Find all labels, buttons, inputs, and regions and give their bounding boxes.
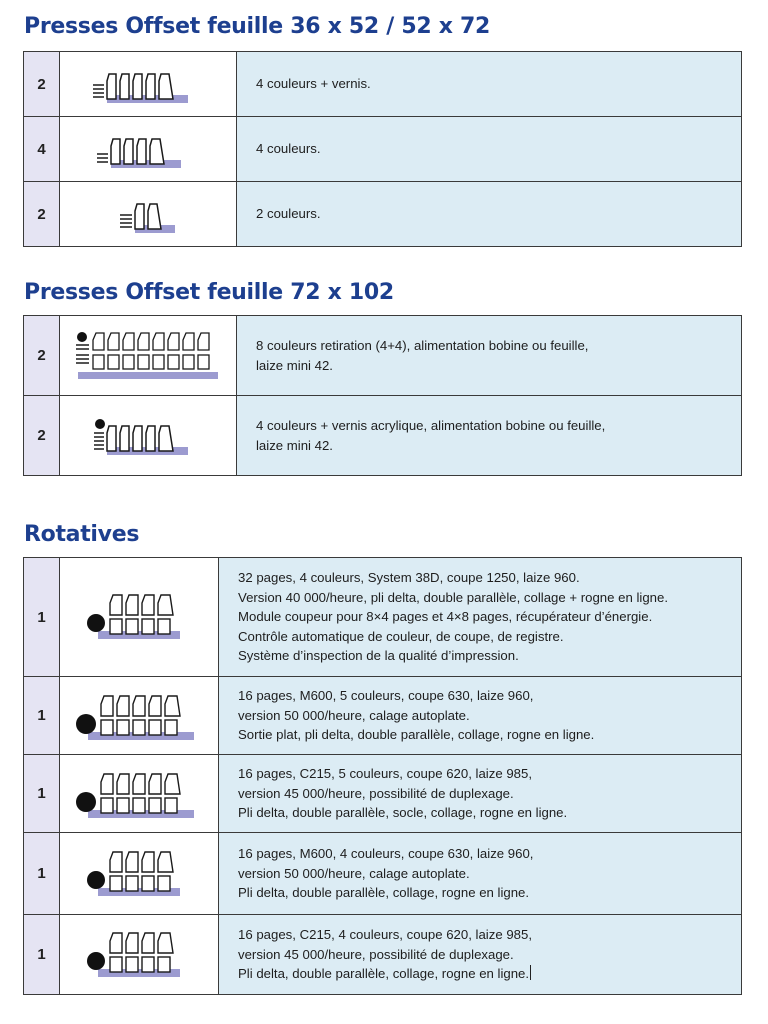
table-row [24,117,742,182]
table-row [24,396,742,476]
quantity-cell: 1 [24,755,60,833]
description-line: laize mini 42. [256,357,333,373]
description-line: laize mini 42. [256,437,333,453]
offset-press-4-units-icon [93,124,203,174]
offset-press-5-units-icon [93,59,203,109]
quantity-cell: 2 [24,52,60,117]
description-line: version 50 000/heure, calage autoplate. [238,865,470,881]
quantity-cell: 4 [24,117,60,182]
section-title-offset-72x102: Presses Offset feuille 72 x 102 [24,280,394,305]
table-row [24,833,742,915]
description-line: 16 pages, M600, 4 couleurs, coupe 630, laize 960, [238,846,534,862]
rotatives-table [23,557,742,995]
offset-press-2-units-icon [93,189,203,239]
offset-72x102-table [23,315,742,476]
description-line: 16 pages, C215, 5 couleurs, coupe 620, laize 985, [238,766,532,782]
offset-36x52-table [23,51,742,247]
quantity-cell: 2 [24,182,60,247]
description-line: 8 couleurs retiration (4+4), alimentation bobine ou feuille, [256,338,589,354]
description-line: 16 pages, C215, 4 couleurs, coupe 620, laize 985, [238,927,532,943]
offset-press-8-units-perfecting-icon [73,328,223,384]
description-line-text: Pli delta, double parallèle, collage, rogne en ligne. [238,966,530,982]
description-line: version 45 000/heure, possibilité de duplexage. [238,785,514,801]
web-press-5-units-icon [74,766,204,822]
quantity-cell: 1 [24,677,60,755]
web-press-4-units-icon [84,846,194,902]
section-title-rotatives: Rotatives [24,522,140,547]
quantity-cell: 1 [24,558,60,677]
quantity-cell: 2 [24,396,60,476]
web-press-4-units-icon [84,927,194,983]
web-press-4-units-icon [84,589,194,645]
table-row [24,558,742,677]
table-row [24,755,742,833]
description-line: version 45 000/heure, possibilité de duplexage. [238,946,514,962]
description-line: Contrôle automatique de couleur, de coupe, de registre. [238,628,564,644]
description-line: Version 40 000/heure, pli delta, double parallèle, collage + rogne en ligne. [238,589,669,605]
table-row [24,316,742,396]
quantity-cell: 2 [24,316,60,396]
table-row [24,52,742,117]
quantity-cell: 1 [24,833,60,915]
text-cursor [530,965,531,980]
offset-press-5-units-reel-feed-icon [93,411,203,461]
section-title-offset-36x52: Presses Offset feuille 36 x 52 / 52 x 72 [24,14,490,39]
description-line: 32 pages, 4 couleurs, System 38D, coupe 1250, laize 960. [238,570,580,586]
table-row [24,915,742,995]
description-line[interactable] [238,964,733,983]
description-line: Pli delta, double parallèle, socle, collage, rogne en ligne. [238,805,568,821]
description-line: Système d’inspection de la qualité d’impression. [238,648,519,664]
description-line: 16 pages, M600, 5 couleurs, coupe 630, laize 960, [238,688,534,704]
description-line: Pli delta, double parallèle, collage, rogne en ligne. [238,885,530,901]
table-row [24,182,742,247]
table-row [24,677,742,755]
description-line: 2 couleurs. [256,206,321,222]
description-line: 4 couleurs + vernis. [256,76,371,92]
description-line: Sortie plat, pli delta, double parallèle, collage, rogne en ligne. [238,727,595,743]
description-line: version 50 000/heure, calage autoplate. [238,707,470,723]
description-line: 4 couleurs. [256,141,321,157]
description-line: 4 couleurs + vernis acrylique, alimentation bobine ou feuille, [256,418,606,434]
web-press-5-units-icon [74,688,204,744]
description-line: Module coupeur pour 8×4 pages et 4×8 pages, récupérateur d’énergie. [238,609,653,625]
quantity-cell: 1 [24,915,60,995]
